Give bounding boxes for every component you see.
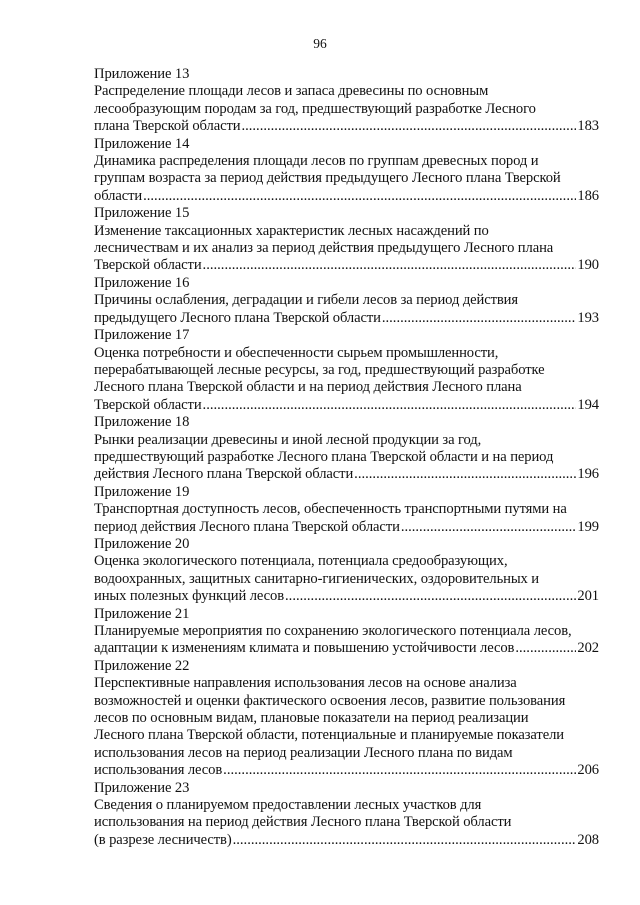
toc-entry-title <box>94 675 599 762</box>
toc-entry-title-line: лесов по основным видам, плановые показатели на период реализации <box>94 710 529 727</box>
toc-entry-title-line: предшествующий разработке Лесного плана Тверской области и на период <box>94 448 554 465</box>
dot-leader <box>203 397 576 414</box>
toc-entry <box>94 327 599 414</box>
toc-entry-title <box>94 83 599 118</box>
toc-entry <box>94 205 599 275</box>
toc-entry-title-line: Планируемые мероприятия по сохранению экологического потенциала лесов, <box>94 623 572 639</box>
dot-leader <box>143 188 576 205</box>
toc-entry-title-line: Лесного плана Тверской области и на период действия Лесного плана <box>94 379 522 396</box>
toc-entry-title <box>94 432 599 467</box>
toc-entry-last-line <box>94 832 599 849</box>
dot-leader <box>203 257 576 274</box>
toc-entry-heading: Приложение 13 <box>94 66 190 82</box>
toc-entry-title <box>94 623 599 640</box>
toc-entry-last-line <box>94 588 599 605</box>
toc-entry-title <box>94 292 599 309</box>
toc-entry-title-line: возможностей и оценки фактического освоения лесов, развитие пользования <box>94 692 566 709</box>
toc-entry <box>94 66 599 136</box>
toc-entry-title-line: перерабатывающей лесные ресурсы, за год, предшествующий разработке <box>94 361 545 378</box>
toc-entry-last-text: адаптации к изменениям климата и повышению устойчивости лесов <box>94 640 515 657</box>
toc-entry <box>94 136 599 206</box>
page-number: 96 <box>313 36 327 51</box>
dot-leader <box>354 466 576 483</box>
toc-entry-title-line: Причины ослабления, деградации и гибели лесов за период действия <box>94 292 519 309</box>
toc-entry-last-text: предыдущего Лесного плана Тверской области <box>94 309 381 326</box>
toc-entry-title-line: использования лесов на период реализации Лесного плана по видам <box>94 744 513 761</box>
toc-entry-title <box>94 553 599 588</box>
toc-entry-title-line: Транспортная доступность лесов, обеспеченность транспортными путями на <box>94 501 567 518</box>
toc-entry-last-text: (в разрезе лесничеств) <box>94 831 232 848</box>
toc-entry-title <box>94 797 599 832</box>
dot-leader <box>233 832 576 849</box>
toc-entry-last-line <box>94 762 599 779</box>
toc-entry-page-number: 196 <box>577 466 599 483</box>
toc-entry-title-line: Сведения о планируемом предоставлении лесных участков для <box>94 797 482 814</box>
toc-entry-title-line: Лесного плана Тверской области, потенциальные и планируемые показатели <box>94 727 564 744</box>
toc-entry-title-line: лесообразующим породам за год, предшествующий разработке Лесного <box>94 100 536 117</box>
toc-entry-page-number: 208 <box>577 831 599 848</box>
dot-leader <box>515 640 576 657</box>
toc-entry-title <box>94 223 599 258</box>
toc-entry-last-text: использования лесов <box>94 762 223 779</box>
toc-entry-last-text: действия Лесного плана Тверской области <box>94 466 354 483</box>
toc-entry-title <box>94 153 599 188</box>
toc-entry-page-number: 190 <box>577 257 599 274</box>
toc-entry-title-line: Изменение таксационных характеристик лесных насаждений по <box>94 222 489 239</box>
toc-entry-last-text: Тверской области <box>94 396 202 413</box>
toc-entry <box>94 484 599 536</box>
toc-entry-page-number: 199 <box>577 518 599 535</box>
table-of-contents <box>94 66 599 849</box>
toc-entry-heading: Приложение 17 <box>94 327 190 344</box>
toc-entry-page-number: 194 <box>577 396 599 413</box>
toc-entry-title-line: Оценка потребности и обеспеченности сырьем промышленности, <box>94 344 499 361</box>
toc-entry-title-line: Распределение площади лесов и запаса древесины по основным <box>94 83 489 100</box>
toc-entry-page-number: 202 <box>577 640 599 657</box>
toc-entry-last-line <box>94 397 599 414</box>
toc-entry-last-text: период действия Лесного плана Тверской области <box>94 518 400 535</box>
toc-entry-heading: Приложение 20 <box>94 535 190 552</box>
toc-entry-last-text: иных полезных функций лесов <box>94 588 285 605</box>
toc-entry <box>94 606 599 658</box>
toc-entry-last-line <box>94 257 599 274</box>
toc-entry-title <box>94 501 599 518</box>
toc-entry-title-line: группам возраста за период действия предыдущего Лесного плана Тверской <box>94 170 561 187</box>
toc-entry-page-number: 183 <box>577 118 599 135</box>
toc-entry-last-text: Тверской области <box>94 257 202 274</box>
toc-entry-last-line <box>94 466 599 483</box>
dot-leader <box>285 588 576 605</box>
toc-entry-title-line: Оценка экологического потенциала, потенциала средообразующих, <box>94 553 508 570</box>
toc-entry-page-number: 186 <box>577 187 599 204</box>
toc-entry-heading: Приложение 22 <box>94 657 190 674</box>
toc-entry-last-text: области <box>94 187 143 204</box>
toc-entry <box>94 780 599 850</box>
toc-entry <box>94 275 599 327</box>
toc-entry-title-line: Рынки реализации древесины и иной лесной продукции за год, <box>94 431 482 448</box>
toc-entry-title-line: Перспективные направления использования лесов на основе анализа <box>94 675 517 692</box>
toc-entry-last-line <box>94 310 599 327</box>
toc-entry-heading: Приложение 15 <box>94 205 190 222</box>
toc-entry <box>94 658 599 780</box>
toc-entry <box>94 414 599 484</box>
toc-entry-last-line <box>94 640 599 657</box>
toc-entry-last-line <box>94 118 599 135</box>
toc-entry-heading: Приложение 19 <box>94 483 190 500</box>
toc-entry-title-line: лесничествам и их анализ за период действия предыдущего Лесного плана <box>94 240 554 257</box>
toc-entry-title-line: Динамика распределения площади лесов по группам древесных пород и <box>94 153 539 170</box>
dot-leader <box>401 519 576 536</box>
toc-entry <box>94 536 599 606</box>
dot-leader <box>382 310 576 327</box>
toc-entry-title-line: водоохранных, защитных санитарно-гигиенических, оздоровительных и <box>94 570 540 587</box>
toc-entry-last-line <box>94 188 599 205</box>
toc-entry-page-number: 193 <box>577 309 599 326</box>
toc-entry-page-number: 201 <box>577 588 599 605</box>
toc-entry-heading: Приложение 23 <box>94 779 190 796</box>
toc-entry-title-line: использования на период действия Лесного плана Тверской области <box>94 814 512 831</box>
toc-entry-title <box>94 345 599 397</box>
toc-entry-heading: Приложение 16 <box>94 274 190 291</box>
toc-entry-heading: Приложение 21 <box>94 605 190 622</box>
dot-leader <box>241 118 576 135</box>
dot-leader <box>223 762 576 779</box>
toc-entry-last-text: плана Тверской области <box>94 118 241 135</box>
toc-entry-heading: Приложение 14 <box>94 135 190 152</box>
toc-entry-heading: Приложение 18 <box>94 414 190 431</box>
toc-entry-last-line <box>94 519 599 536</box>
toc-entry-page-number: 206 <box>577 762 599 779</box>
